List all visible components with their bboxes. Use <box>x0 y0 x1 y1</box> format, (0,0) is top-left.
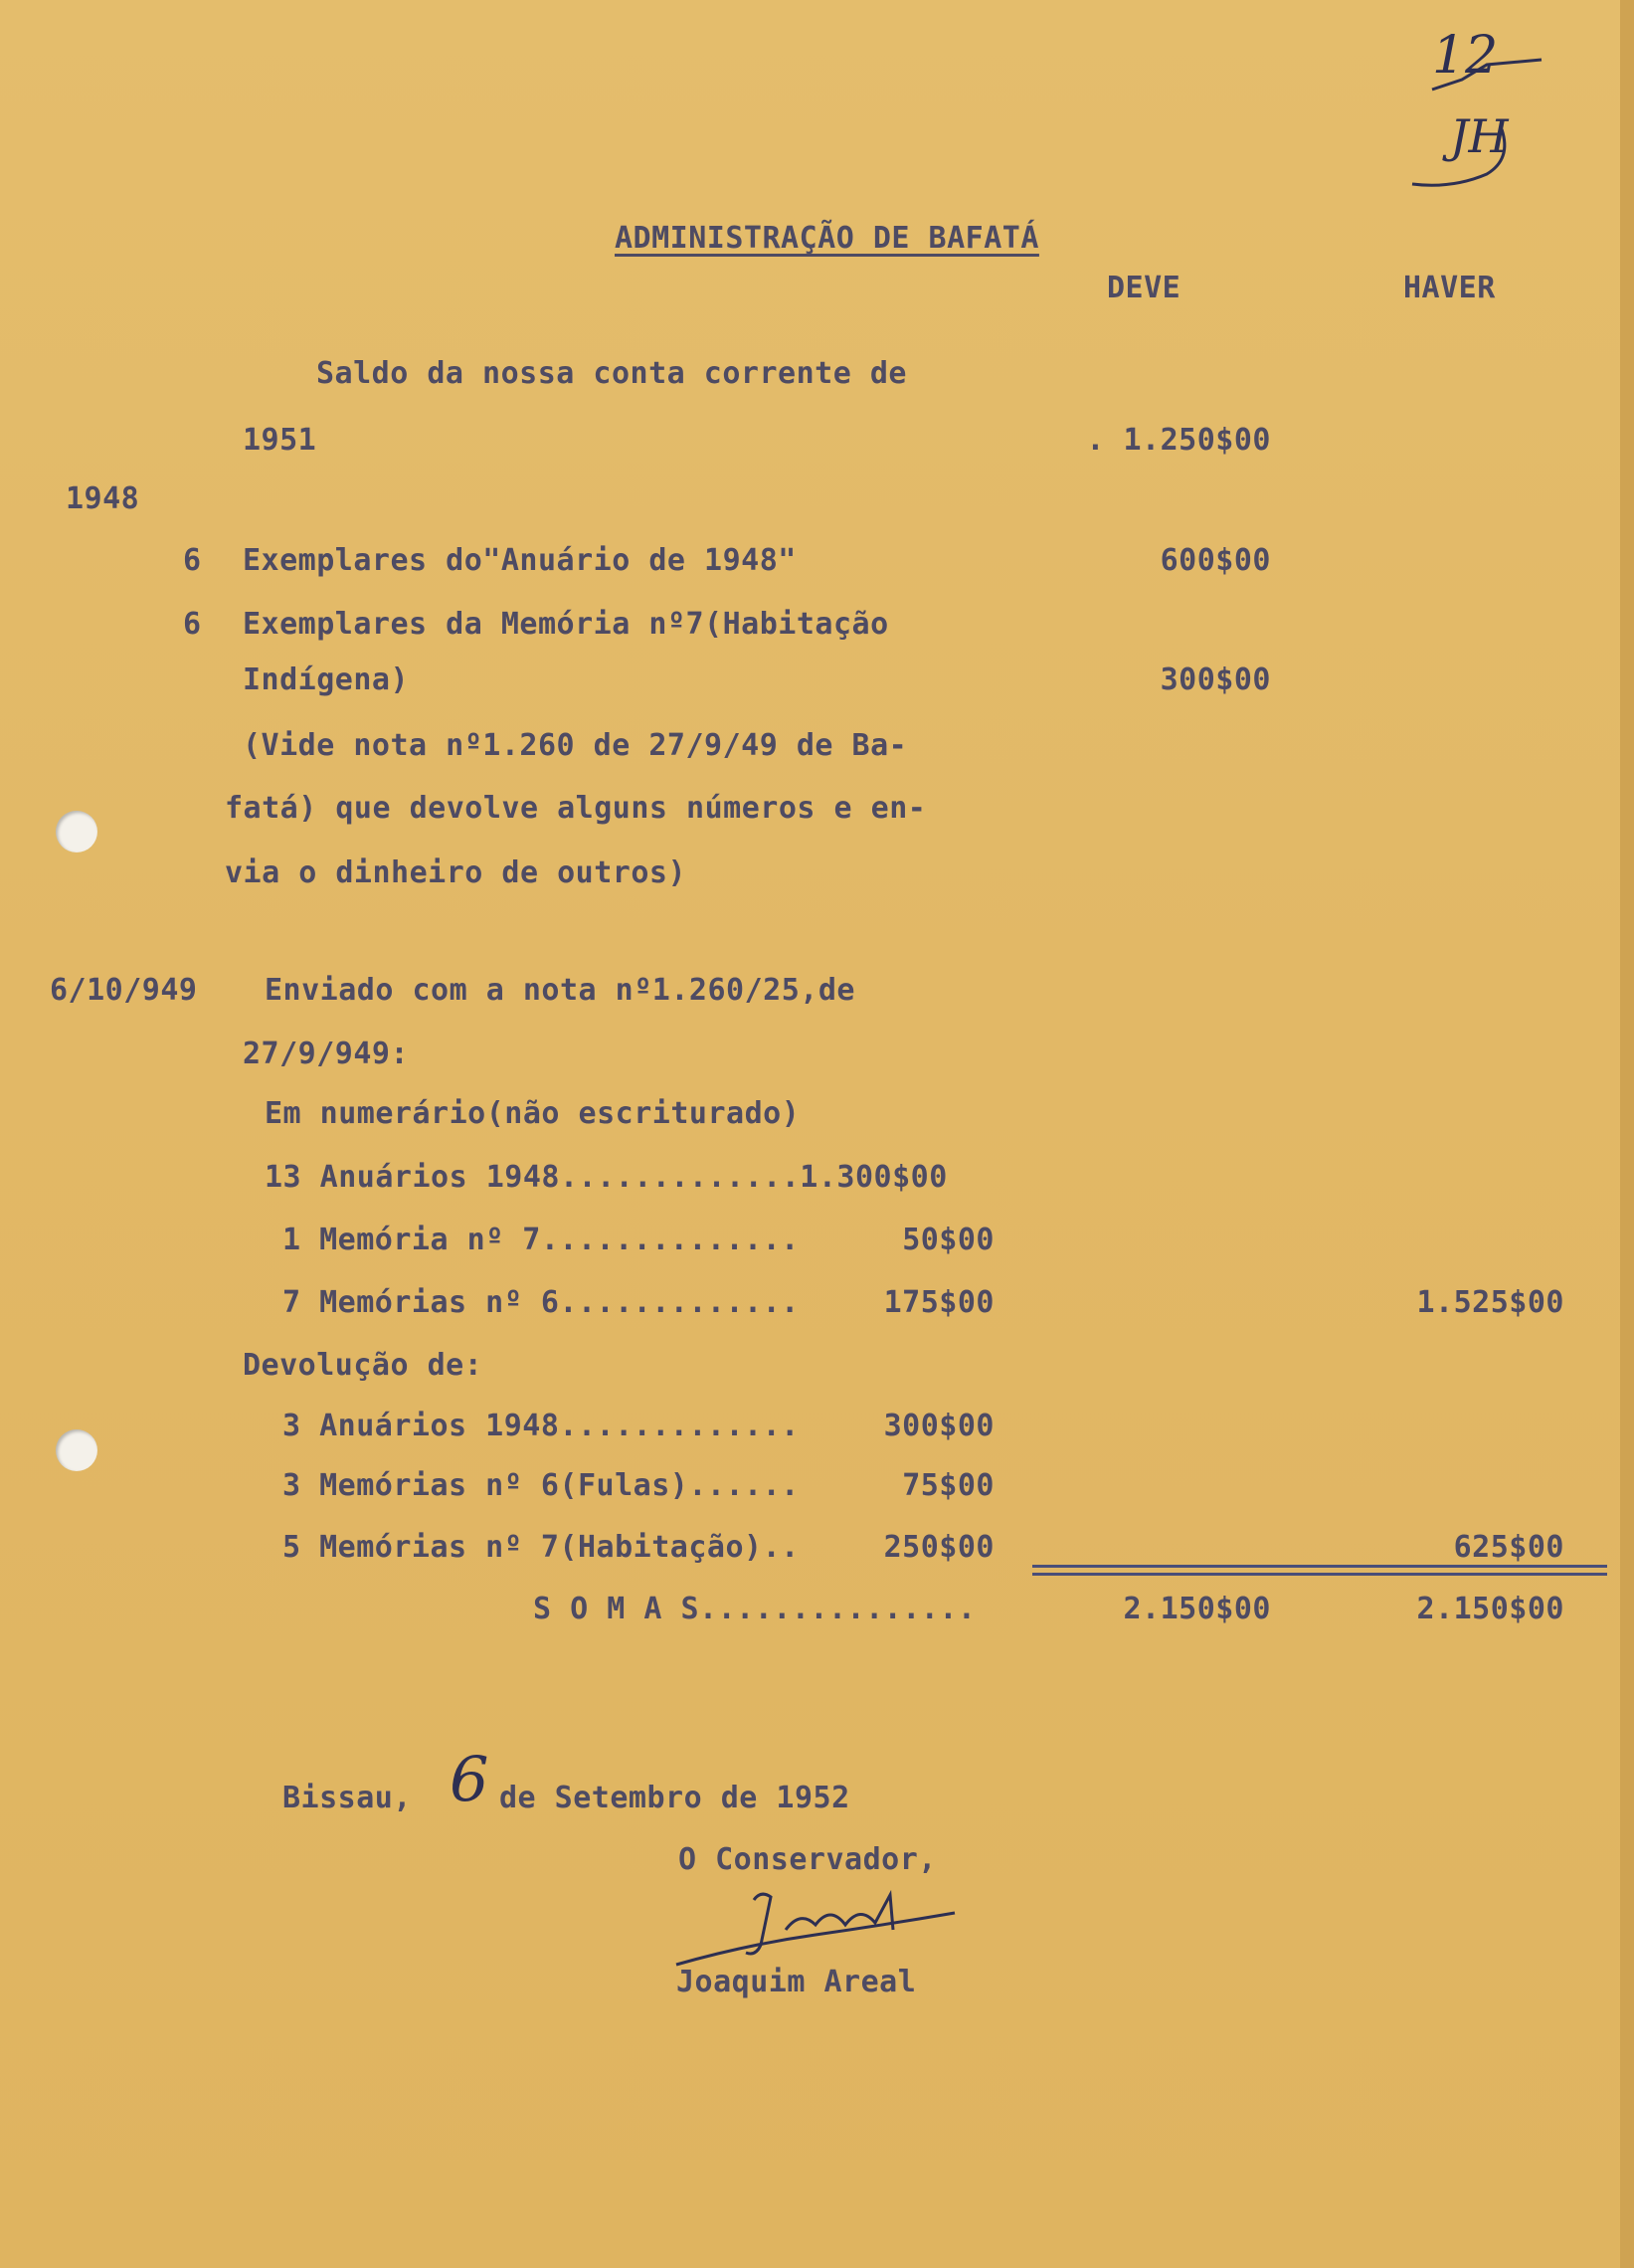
totals-credit: 2.150$00 <box>1416 1592 1564 1626</box>
cash-header: Em numerário(não escriturado) <box>265 1096 801 1131</box>
document-title: ADMINISTRAÇÃO DE BAFATÁ <box>615 221 1039 256</box>
cash-item-label: 7 Memórias nº 6............. <box>282 1285 800 1320</box>
opening-balance-debit: . 1.250$00 <box>1086 423 1271 458</box>
entry-date-1948: 1948 <box>66 481 140 516</box>
opening-balance-year: 1951 <box>243 423 317 458</box>
entry-text: Enviado com a nota nº1.260/25,de <box>265 973 855 1008</box>
entry-text-cont: 27/9/949: <box>243 1037 410 1071</box>
item-debit: 600$00 <box>1160 543 1271 578</box>
cash-item-label: 13 Anuários 1948.............1.300$00 <box>265 1160 948 1195</box>
footer-name: Joaquim Areal <box>676 1965 917 1999</box>
footer-date: de Setembro de 1952 <box>499 1781 850 1815</box>
note-line: via o dinheiro de outros) <box>225 855 687 890</box>
return-item-value: 300$00 <box>883 1409 995 1443</box>
item-text-cont: Indígena) <box>243 662 410 697</box>
footer-day: 6 <box>450 1743 489 1815</box>
column-header-credit: HAVER <box>1403 271 1496 305</box>
item-text: Exemplares da Memória nº7(Habitação <box>243 607 889 642</box>
page-number: 12 <box>1432 26 1499 86</box>
return-header: Devolução de: <box>243 1348 483 1383</box>
item-text: Exemplares do"Anuário de 1948" <box>243 543 797 578</box>
cash-item-label: 1 Memória nº 7.............. <box>282 1223 800 1257</box>
return-item-label: 3 Anuários 1948............. <box>282 1409 800 1443</box>
totals-label: S O M A S............... <box>533 1592 977 1626</box>
entry-date-1949: 6/10/949 <box>50 973 198 1008</box>
note-line: fatá) que devolve alguns números e en- <box>225 791 927 826</box>
item-qty: 6 <box>183 607 202 642</box>
return-total-credit: 625$00 <box>1453 1530 1564 1565</box>
cash-item-value: 175$00 <box>883 1285 995 1320</box>
totals-debit: 2.150$00 <box>1123 1592 1271 1626</box>
page-initials: JH <box>1450 109 1509 163</box>
cash-total-credit: 1.525$00 <box>1416 1285 1564 1320</box>
item-debit: 300$00 <box>1160 662 1271 697</box>
note-line: (Vide nota nº1.260 de 27/9/49 de Ba- <box>243 728 908 763</box>
return-item-value: 250$00 <box>883 1530 995 1565</box>
cash-item-value: 50$00 <box>902 1223 995 1257</box>
total-rule-top <box>1032 1565 1607 1568</box>
signature-text <box>746 1890 777 1901</box>
column-header-debit: DEVE <box>1107 271 1181 305</box>
page-edge <box>1620 0 1634 2268</box>
total-rule-bottom <box>1032 1573 1607 1576</box>
return-item-label: 3 Memórias nº 6(Fulas)...... <box>282 1468 800 1503</box>
return-item-value: 75$00 <box>902 1468 995 1503</box>
opening-balance-text: Saldo da nossa conta corrente de <box>316 356 907 391</box>
item-qty: 6 <box>183 543 202 578</box>
punch-hole-bottom <box>56 1429 97 1471</box>
footer-role: O Conservador, <box>678 1842 937 1877</box>
return-item-label: 5 Memórias nº 7(Habitação).. <box>282 1530 800 1565</box>
punch-hole-top <box>56 811 97 852</box>
footer-place: Bissau, <box>282 1781 412 1815</box>
